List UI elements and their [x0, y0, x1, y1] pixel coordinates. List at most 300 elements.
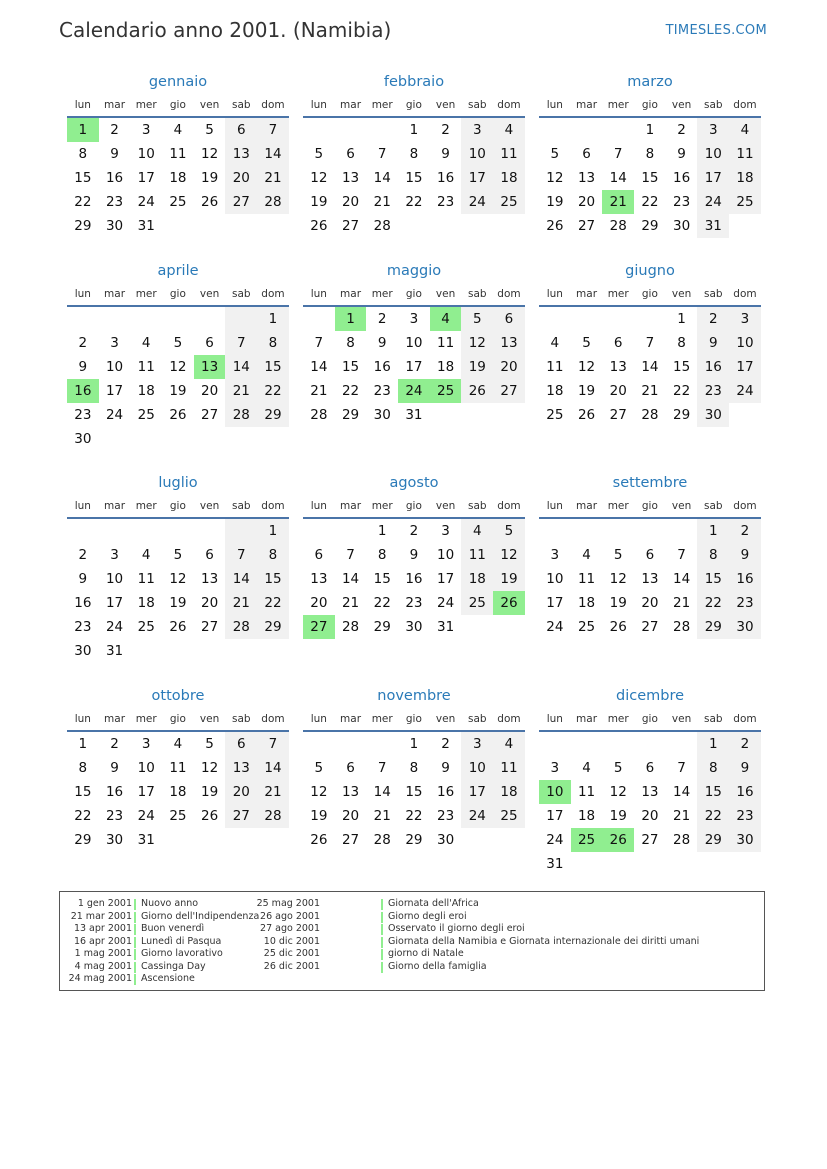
empty-cell: [461, 214, 493, 238]
empty-cell: [697, 852, 729, 876]
day-cell: 13: [201, 571, 219, 587]
day-cell: 16: [697, 355, 729, 379]
day-cell: 27: [493, 379, 525, 403]
day-cell: 11: [577, 571, 596, 587]
day-cell: 22: [405, 808, 423, 824]
day-cell: 8: [645, 146, 655, 162]
weekday-label: mer: [135, 500, 157, 512]
month-settembre: [539, 473, 761, 639]
day-cell: 31: [437, 619, 455, 635]
day-cell: 16: [74, 595, 92, 611]
empty-cell: [634, 519, 666, 543]
week-row: [67, 307, 289, 331]
day-cell: 8: [257, 543, 289, 567]
month-gennaio: [67, 72, 289, 238]
empty-cell: [539, 519, 571, 543]
month-name: marzo: [627, 74, 673, 90]
holiday-legend: [59, 891, 765, 991]
day-cell: 12: [546, 170, 564, 186]
empty-cell: [225, 519, 257, 543]
empty-cell: [130, 427, 162, 451]
empty-cell: [162, 519, 194, 543]
week-row: [303, 142, 525, 166]
day-cell: 12: [310, 170, 328, 186]
day-cell: 7: [257, 118, 289, 142]
day-cell: 18: [169, 170, 187, 186]
weekday-label: mar: [104, 500, 126, 512]
day-cell: 17: [546, 808, 564, 824]
day-cell: 6: [645, 760, 655, 776]
day-cell: 21: [225, 591, 257, 615]
day-cell: 10: [697, 142, 729, 166]
weekday-label: gio: [169, 713, 186, 725]
day-cell: 6: [346, 146, 355, 162]
month-name: maggio: [386, 263, 442, 279]
week-row: [303, 190, 525, 214]
week-row: [539, 118, 761, 142]
empty-cell: [335, 519, 367, 543]
day-cell: 3: [409, 311, 419, 327]
empty-cell: [162, 307, 194, 331]
day-cell: 25: [493, 804, 525, 828]
month-maggio: [303, 261, 525, 427]
weekday-label: ven: [435, 500, 456, 512]
empty-cell: [257, 639, 289, 663]
week-row: [303, 780, 525, 804]
day-cell: 22: [74, 194, 92, 210]
day-cell: 25: [493, 190, 525, 214]
day-cell: 26: [201, 808, 219, 824]
day-cell: 12: [493, 543, 525, 567]
day-cell: 25: [169, 808, 187, 824]
week-row: [67, 190, 289, 214]
day-cell: 19: [577, 383, 596, 399]
day-cell: 13: [641, 784, 659, 800]
day-cell: 15: [697, 567, 729, 591]
day-cell: 3: [729, 307, 761, 331]
day-cell: 26: [169, 619, 187, 635]
weekday-label: mer: [135, 713, 157, 725]
holiday-name: Nuovo anno: [141, 898, 199, 909]
day-cell: 10: [405, 335, 423, 351]
empty-cell: [303, 118, 335, 142]
day-cell: 2: [729, 519, 761, 543]
empty-cell: [729, 403, 761, 427]
holiday-date: 26 ago 2001: [260, 910, 320, 922]
week-row: [67, 804, 289, 828]
day-cell: 28: [341, 619, 360, 635]
day-cell: 28: [310, 407, 328, 423]
weekday-label: ven: [199, 500, 220, 512]
day-cell: 14: [641, 359, 659, 375]
day-cell: 31: [105, 643, 124, 659]
day-cell: 22: [641, 194, 659, 210]
weekday-label: mer: [607, 288, 629, 300]
day-cell: 1: [409, 736, 419, 752]
day-cell: 15: [341, 359, 360, 375]
weekday-label: dom: [733, 500, 757, 512]
day-cell: 22: [341, 383, 360, 399]
weekday-label: lun: [74, 713, 91, 725]
day-cell: 7: [225, 331, 257, 355]
day-cell: 12: [310, 784, 328, 800]
empty-cell: [225, 214, 257, 238]
day-cell: 19: [169, 383, 187, 399]
weekday-label: gio: [641, 99, 658, 111]
day-cell: 30: [673, 218, 691, 234]
day-cell: 14: [225, 355, 257, 379]
day-cell: 15: [74, 784, 92, 800]
day-cell: 28: [609, 218, 627, 234]
week-row: [539, 567, 761, 591]
day-cell: 21: [373, 808, 391, 824]
holiday-marker: [381, 899, 383, 910]
day-cell: 1: [377, 523, 387, 539]
day-cell: 20: [201, 383, 219, 399]
day-cell: 15: [641, 170, 659, 186]
day-cell: 24: [697, 190, 729, 214]
day-cell: 29: [405, 832, 423, 848]
day-cell: 14: [257, 142, 289, 166]
weekday-label: dom: [733, 99, 757, 111]
day-cell: 29: [257, 403, 289, 427]
week-row: [303, 543, 525, 567]
holiday-name: Ascensione: [141, 973, 195, 984]
day-cell: 14: [609, 170, 627, 186]
holiday-marker: [134, 962, 136, 973]
day-cell: 23: [729, 804, 761, 828]
day-cell: 17: [105, 383, 124, 399]
month-dicembre: [539, 686, 761, 876]
day-cell: 30: [697, 403, 729, 427]
month-febbraio: [303, 72, 525, 238]
empty-cell: [162, 427, 194, 451]
empty-cell: [225, 828, 257, 852]
day-cell: 4: [582, 760, 591, 776]
day-cell: 10: [105, 571, 124, 587]
empty-cell: [493, 615, 525, 639]
day-cell: 16: [729, 567, 761, 591]
holiday-name: Osservato il giorno degli eroi: [388, 923, 525, 934]
day-cell: 24: [137, 808, 155, 824]
day-cell: 2: [697, 307, 729, 331]
week-row: [539, 379, 761, 403]
day-cell: 21: [257, 166, 289, 190]
day-cell: 5: [582, 335, 591, 351]
day-cell: 6: [346, 760, 355, 776]
holiday-day-cell: 25: [571, 828, 603, 852]
day-cell: 6: [205, 335, 214, 351]
empty-cell: [335, 118, 367, 142]
empty-cell: [162, 828, 194, 852]
weekday-label: mer: [371, 288, 393, 300]
weekday-header: [67, 285, 289, 307]
weekday-label: gio: [405, 500, 422, 512]
empty-cell: [225, 639, 257, 663]
day-cell: 31: [697, 214, 729, 238]
day-cell: 14: [673, 571, 691, 587]
day-cell: 11: [169, 760, 187, 776]
empty-cell: [194, 639, 226, 663]
day-cell: 18: [461, 567, 493, 591]
day-cell: 20: [641, 808, 659, 824]
empty-cell: [602, 307, 634, 331]
empty-cell: [194, 828, 226, 852]
weekday-label: sab: [231, 288, 251, 300]
weekday-label: ven: [671, 99, 692, 111]
day-cell: 30: [437, 832, 455, 848]
day-cell: 23: [729, 591, 761, 615]
day-cell: 17: [437, 571, 455, 587]
week-row: [67, 543, 289, 567]
week-row: [67, 331, 289, 355]
day-cell: 18: [729, 166, 761, 190]
weekday-label: dom: [261, 713, 285, 725]
empty-cell: [162, 639, 194, 663]
day-cell: 23: [74, 407, 92, 423]
day-cell: 30: [729, 828, 761, 852]
week-row: [303, 828, 525, 852]
weekday-label: lun: [546, 713, 563, 725]
day-cell: 5: [205, 736, 214, 752]
day-cell: 25: [169, 194, 187, 210]
weekday-label: dom: [261, 99, 285, 111]
day-cell: 27: [609, 407, 627, 423]
holiday-name: Buon venerdì: [141, 923, 205, 934]
day-cell: 3: [441, 523, 450, 539]
week-row: [67, 615, 289, 639]
day-cell: 5: [173, 547, 183, 563]
month-aprile: [67, 261, 289, 451]
holiday-marker: [381, 924, 383, 935]
empty-cell: [539, 118, 571, 142]
week-row: [67, 142, 289, 166]
day-cell: 23: [74, 619, 92, 635]
day-cell: 16: [105, 784, 124, 800]
day-cell: 26: [609, 619, 627, 635]
day-cell: 3: [461, 118, 493, 142]
day-cell: 2: [110, 122, 119, 138]
weekday-header: [539, 285, 761, 307]
day-cell: 2: [78, 547, 88, 563]
day-cell: 8: [346, 335, 355, 351]
weekday-label: sab: [703, 500, 723, 512]
day-cell: 1: [409, 122, 419, 138]
empty-cell: [257, 427, 289, 451]
day-cell: 19: [169, 595, 187, 611]
day-cell: 15: [257, 355, 289, 379]
day-cell: 18: [493, 780, 525, 804]
week-row: [539, 331, 761, 355]
holiday-marker: [381, 962, 383, 973]
empty-cell: [194, 307, 226, 331]
day-cell: 10: [437, 547, 455, 563]
week-row: [539, 307, 761, 331]
day-cell: 17: [461, 780, 493, 804]
weekday-label: mer: [607, 99, 629, 111]
day-cell: 29: [341, 407, 360, 423]
month-name: agosto: [389, 475, 439, 491]
day-cell: 1: [78, 736, 88, 752]
site-link[interactable]: TIMESLES.COM: [665, 23, 767, 38]
day-cell: 14: [225, 567, 257, 591]
week-row: [303, 615, 525, 639]
day-cell: 3: [141, 736, 151, 752]
empty-cell: [602, 519, 634, 543]
weekday-label: sab: [231, 99, 251, 111]
week-row: [303, 214, 525, 238]
day-cell: 27: [341, 832, 360, 848]
day-cell: 29: [673, 407, 691, 423]
day-cell: 8: [409, 146, 419, 162]
day-cell: 28: [225, 403, 257, 427]
day-cell: 24: [729, 379, 761, 403]
day-cell: 5: [205, 122, 214, 138]
holiday-day-cell: 13: [194, 355, 226, 379]
week-row: [67, 780, 289, 804]
day-cell: 11: [437, 335, 455, 351]
day-cell: 2: [377, 311, 387, 327]
week-row: [303, 379, 525, 403]
weekday-label: sab: [231, 500, 251, 512]
weekday-header: [303, 710, 525, 732]
weekday-label: mar: [104, 713, 126, 725]
weekday-label: ven: [199, 99, 220, 111]
holiday-name: Giorno lavorativo: [141, 948, 223, 959]
holiday-name: giorno di Natale: [388, 948, 464, 959]
week-row: [303, 756, 525, 780]
day-cell: 30: [74, 431, 92, 447]
day-cell: 20: [493, 355, 525, 379]
day-cell: 4: [173, 122, 183, 138]
week-row: [67, 519, 289, 543]
day-cell: 26: [169, 407, 187, 423]
day-cell: 16: [729, 780, 761, 804]
day-cell: 10: [105, 359, 124, 375]
day-cell: 23: [697, 379, 729, 403]
empty-cell: [602, 732, 634, 756]
weekday-label: dom: [733, 288, 757, 300]
day-cell: 8: [78, 760, 88, 776]
month-ottobre: [67, 686, 289, 852]
day-cell: 23: [437, 808, 455, 824]
weekday-label: mer: [135, 288, 157, 300]
week-row: [303, 567, 525, 591]
month-name: ottobre: [151, 688, 205, 704]
empty-cell: [571, 118, 603, 142]
weekday-label: ven: [199, 713, 220, 725]
weekday-label: sab: [467, 500, 487, 512]
day-cell: 22: [257, 591, 289, 615]
day-cell: 24: [437, 595, 455, 611]
day-cell: 9: [78, 359, 88, 375]
day-cell: 9: [697, 331, 729, 355]
week-row: [67, 214, 289, 238]
day-cell: 9: [677, 146, 686, 162]
day-cell: 8: [697, 756, 729, 780]
empty-cell: [99, 427, 131, 451]
day-cell: 11: [729, 142, 761, 166]
empty-cell: [194, 427, 226, 451]
day-cell: 11: [493, 142, 525, 166]
holiday-day-cell: 21: [602, 190, 634, 214]
weekday-label: mar: [576, 713, 598, 725]
weekday-header: [67, 96, 289, 118]
week-row: [303, 118, 525, 142]
day-cell: 27: [225, 190, 257, 214]
day-cell: 6: [645, 547, 655, 563]
day-cell: 12: [461, 331, 493, 355]
day-cell: 3: [550, 760, 560, 776]
day-cell: 15: [405, 784, 423, 800]
weekday-label: dom: [261, 288, 285, 300]
day-cell: 6: [314, 547, 324, 563]
holiday-marker: [381, 912, 383, 923]
week-row: [303, 591, 525, 615]
day-cell: 12: [169, 571, 187, 587]
weekday-label: sab: [467, 99, 487, 111]
empty-cell: [634, 307, 666, 331]
holiday-day-cell: 1: [67, 118, 99, 142]
day-cell: 15: [74, 170, 92, 186]
day-cell: 5: [461, 307, 493, 331]
weekday-label: mar: [576, 500, 598, 512]
day-cell: 2: [677, 122, 686, 138]
week-row: [539, 166, 761, 190]
day-cell: 1: [645, 122, 655, 138]
week-row: [539, 403, 761, 427]
day-cell: 6: [225, 732, 257, 756]
day-cell: 7: [377, 146, 387, 162]
day-cell: 28: [641, 407, 659, 423]
day-cell: 2: [409, 523, 419, 539]
week-row: [539, 190, 761, 214]
weekday-label: mer: [135, 99, 157, 111]
day-cell: 24: [461, 804, 493, 828]
day-cell: 9: [441, 146, 450, 162]
holiday-marker: [134, 974, 136, 985]
week-row: [539, 756, 761, 780]
day-cell: 9: [729, 543, 761, 567]
weekday-label: dom: [733, 713, 757, 725]
day-cell: 14: [373, 170, 391, 186]
day-cell: 9: [78, 571, 88, 587]
day-cell: 8: [257, 331, 289, 355]
day-cell: 20: [577, 194, 596, 210]
empty-cell: [571, 732, 603, 756]
weekday-label: mar: [576, 288, 598, 300]
empty-cell: [225, 307, 257, 331]
week-row: [303, 166, 525, 190]
day-cell: 6: [582, 146, 591, 162]
empty-cell: [366, 118, 398, 142]
day-cell: 17: [137, 170, 155, 186]
week-row: [67, 166, 289, 190]
day-cell: 23: [105, 808, 124, 824]
empty-cell: [666, 852, 698, 876]
empty-cell: [194, 519, 226, 543]
day-cell: 6: [613, 335, 623, 351]
weekday-label: sab: [467, 713, 487, 725]
day-cell: 26: [577, 407, 596, 423]
empty-cell: [99, 307, 131, 331]
weekday-label: dom: [261, 500, 285, 512]
day-cell: 6: [225, 118, 257, 142]
day-cell: 27: [641, 832, 659, 848]
day-cell: 4: [493, 118, 525, 142]
day-cell: 28: [373, 218, 391, 234]
empty-cell: [729, 214, 761, 238]
